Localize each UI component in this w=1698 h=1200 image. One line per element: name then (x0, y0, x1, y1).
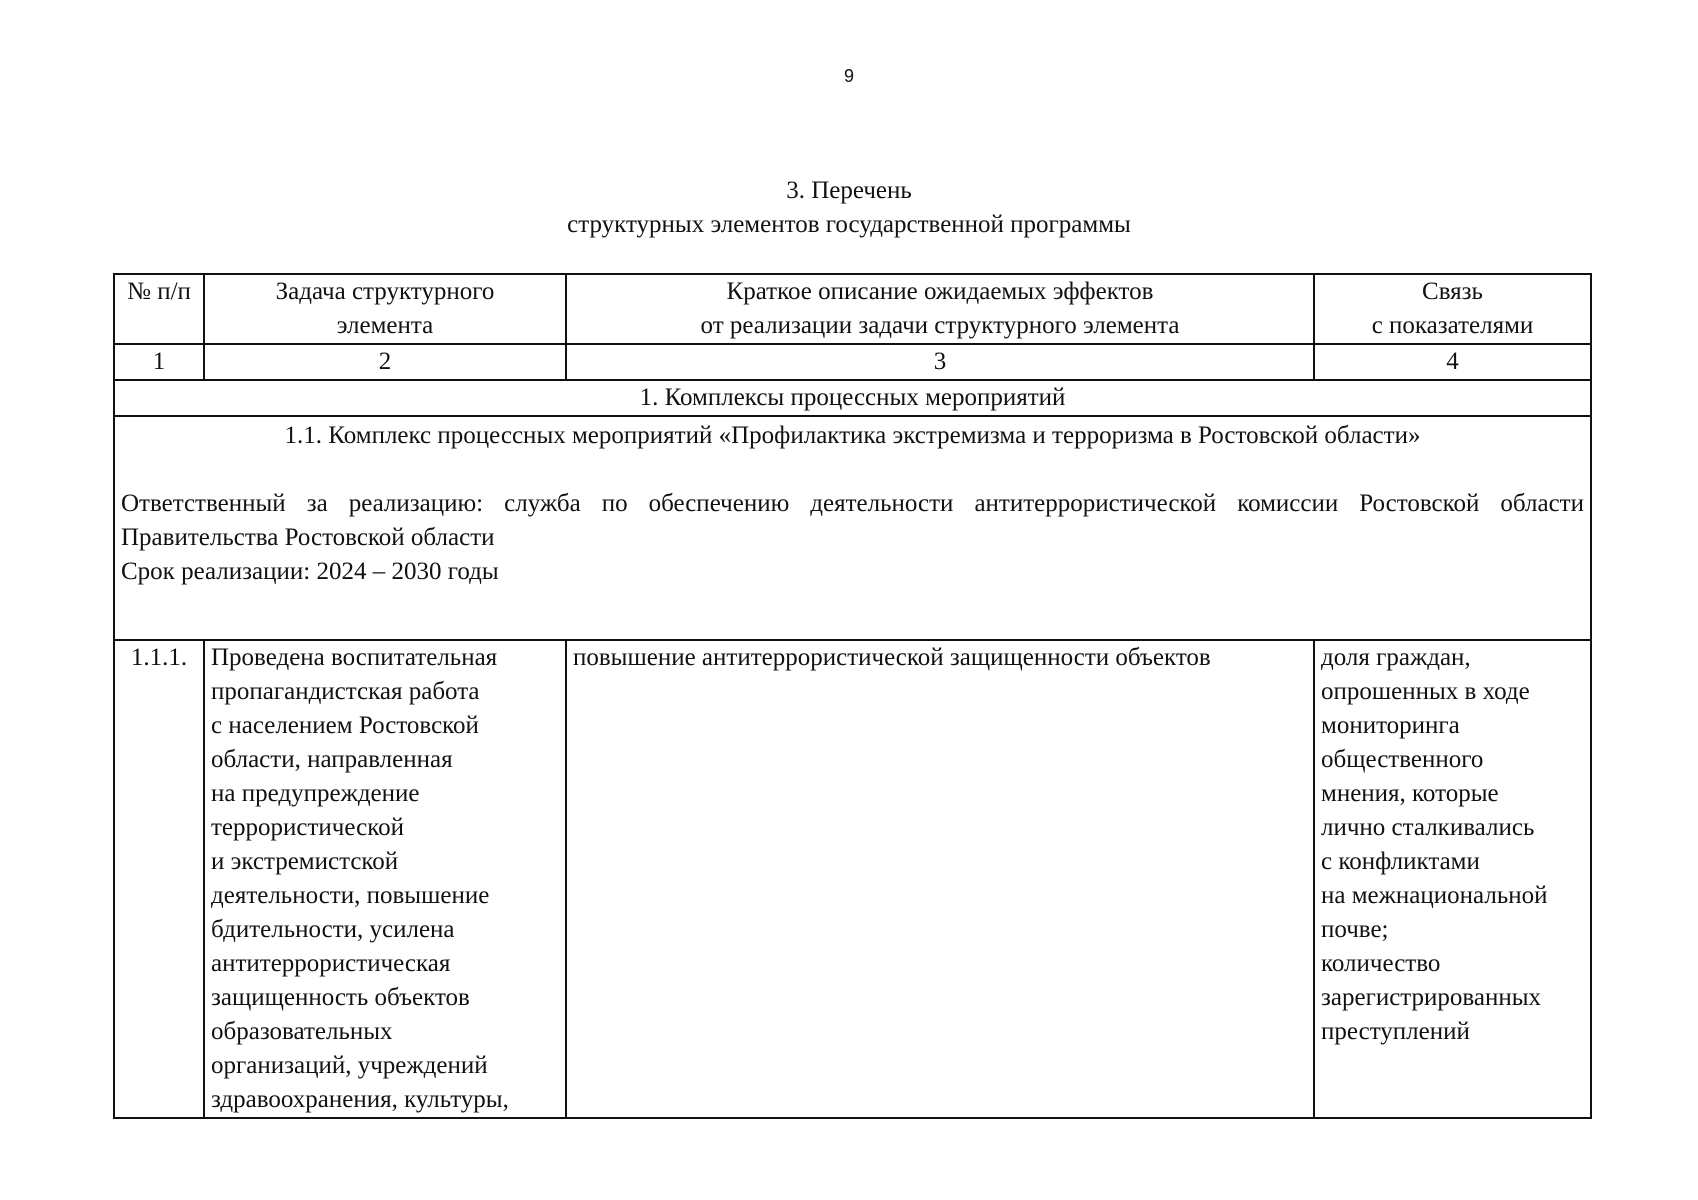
header-effect (566, 274, 1314, 344)
row-effect: повышение антитеррористической защищенности объектов (566, 640, 1314, 1118)
column-number-3: 3 (566, 344, 1314, 380)
title-line-2: структурных элементов государственной программы (567, 211, 1131, 238)
header-effect-line-1: Краткое описание ожидаемых эффектов (726, 278, 1154, 305)
document-title (0, 174, 1698, 242)
page-number: 9 (843, 66, 854, 86)
section-title: 1. Комплексы процессных мероприятий (114, 380, 1591, 416)
header-indicators (1314, 274, 1591, 344)
row-indicators: доля граждан, опрошенных в ходе мониторинга общественного мнения, которые лично сталкивались с конфликтами на межнациональной почве; количество зарегистрированных преступлений (1314, 640, 1591, 1118)
complex-title: 1.1. Комплекс процессных мероприятий «Профилактика экстремизма и терроризма в Ростовской области» (284, 422, 1421, 449)
header-indicators-line-1: Связь (1422, 278, 1483, 305)
column-number-2: 2 (204, 344, 566, 380)
complex-term: Срок реализации: 2024 – 2030 годы (121, 558, 499, 585)
structural-elements-table (113, 273, 1592, 1119)
header-indicators-line-2: с показателями (1371, 312, 1534, 339)
title-line-1: 3. Перечень (786, 177, 912, 204)
table-row (114, 640, 1591, 1118)
header-task (204, 274, 566, 344)
row-task: Проведена воспитательная пропагандистская работа с населением Ростовской области, направленная на предупреждение террористической и экстремистской деятельности, повышение бдительности, усилена антитеррористическая защищенность объектов образовательных организаций, учреждений здравоохранения, культуры, (204, 640, 566, 1118)
table-header-row (114, 274, 1591, 344)
header-effect-line-2: от реализации задачи структурного элемента (700, 312, 1180, 339)
complex-cell (114, 416, 1591, 640)
complex-responsible: Ответственный за реализацию: служба по обеспечению деятельности антитеррористической комиссии Ростовской области Правительства Ростовской области (121, 490, 1584, 551)
spacer (121, 453, 1584, 487)
column-number-row (114, 344, 1591, 380)
header-task-line-2: элемента (336, 312, 434, 339)
row-num: 1.1.1. (114, 640, 204, 1118)
complex-row (114, 416, 1591, 640)
header-num: № п/п (114, 274, 204, 344)
column-number-4: 4 (1314, 344, 1591, 380)
section-row (114, 380, 1591, 416)
column-number-1: 1 (114, 344, 204, 380)
header-task-line-1: Задача структурного (275, 278, 495, 305)
